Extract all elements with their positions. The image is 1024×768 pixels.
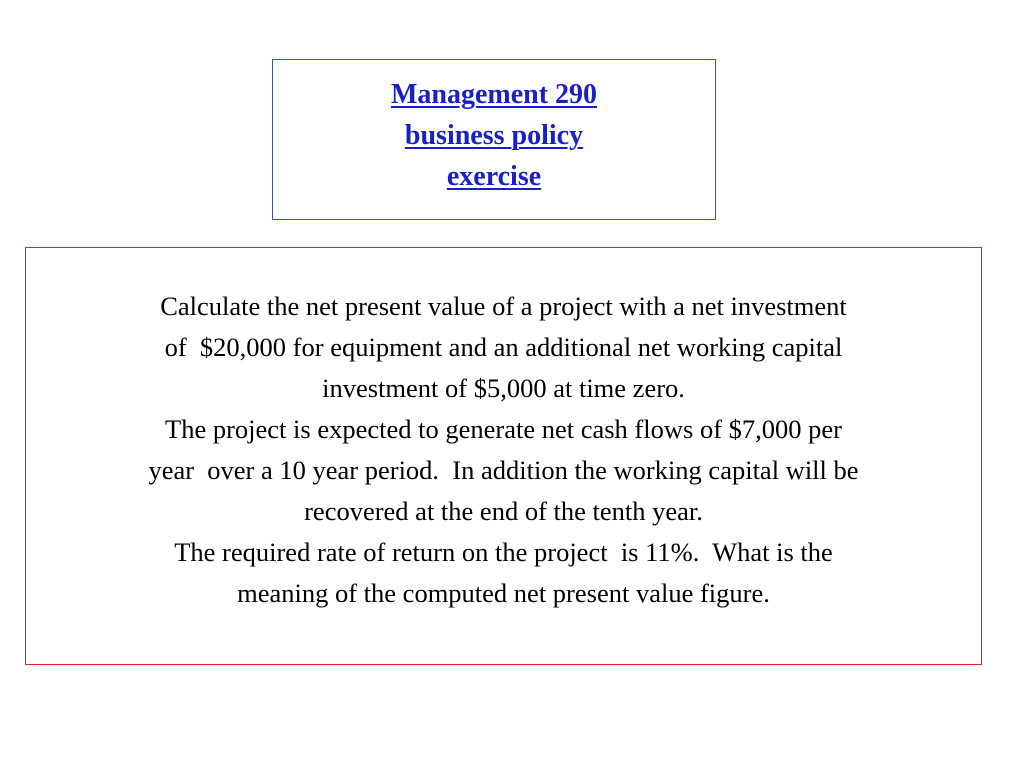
text-line: meaning of the computed net present value figure. [237, 578, 770, 608]
text-line: recovered at the end of the tenth year. [304, 496, 703, 526]
problem-text [26, 286, 981, 614]
text-line: The required rate of return on the project is 11%. What is the [174, 537, 833, 567]
text-line: Calculate the net present value of a project with a net investment [160, 291, 847, 321]
problem-paragraph-investment [26, 286, 981, 409]
title-line-2: business policy [404, 120, 584, 151]
problem-box [25, 247, 982, 665]
text-line: of $20,000 for equipment and an additional net working capital [164, 332, 843, 362]
text-line: investment of $5,000 at time zero. [322, 373, 685, 403]
title-line-1: Management 290 [390, 79, 598, 110]
text-line: year over a 10 year period. In addition the working capital will be [148, 455, 859, 485]
title-box [272, 59, 716, 220]
text-line: The project is expected to generate net cash flows of $7,000 per [165, 414, 842, 444]
problem-paragraph-question [26, 532, 981, 614]
title-line-3: exercise [446, 161, 542, 192]
problem-paragraph-cash-flows [26, 409, 981, 532]
